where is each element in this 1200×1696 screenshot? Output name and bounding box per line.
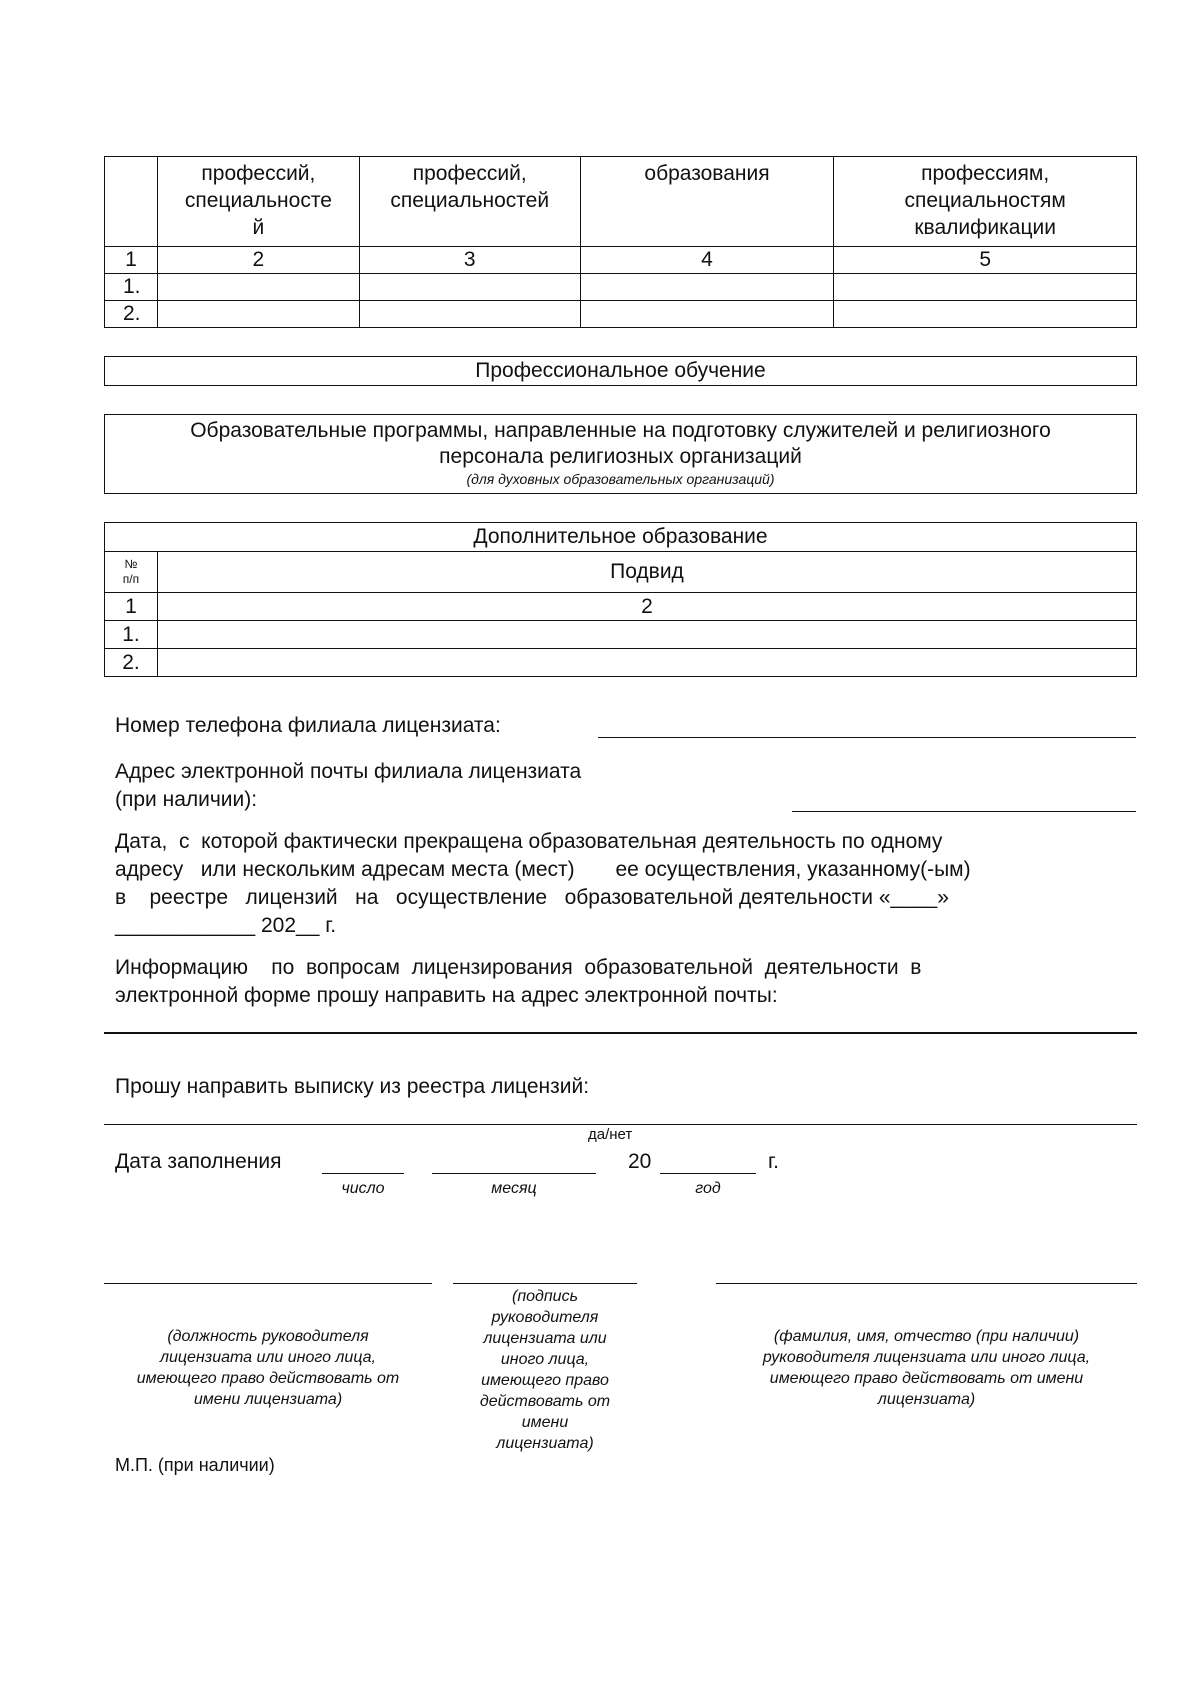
table-cell[interactable]	[157, 274, 359, 301]
column-number: 1	[105, 247, 158, 274]
table-header-row	[105, 552, 1137, 593]
email-input-line[interactable]	[792, 811, 1136, 812]
religious-programs-note: (для духовных образовательных организаций)	[466, 471, 775, 487]
table-cell[interactable]	[157, 649, 1136, 677]
table-cell[interactable]	[580, 274, 834, 301]
year-input-line[interactable]	[660, 1173, 756, 1174]
extract-label: Прошу направить выписку из реестра лицензий:	[115, 1075, 590, 1098]
header-cell: профессий, специальносте й	[157, 157, 359, 247]
header-cell: образования	[580, 157, 834, 247]
email-address-line[interactable]	[104, 1032, 1137, 1034]
religious-programs-line2: персонала религиозных организаций	[439, 445, 802, 468]
day-input-line[interactable]	[322, 1173, 404, 1174]
column-number-row	[105, 247, 1137, 274]
table-row	[105, 301, 1137, 328]
row-number: 1.	[105, 621, 158, 649]
column-number: 2	[157, 247, 359, 274]
year-suffix: г.	[768, 1150, 779, 1173]
position-caption: (должность руководителя лицензиата или иного лица, имеющего право действовать от имени лицензиата)	[136, 1328, 400, 1408]
table-cell[interactable]	[359, 301, 580, 328]
table-cell[interactable]	[157, 301, 359, 328]
phone-input-line[interactable]	[598, 737, 1136, 738]
fill-date-label: Дата заполнения	[115, 1150, 282, 1173]
date-para-line3: в реестре лицензий на осуществление образовательной деятельности «____»	[115, 886, 949, 909]
column-number-row	[105, 593, 1137, 621]
column-number: 2	[157, 593, 1136, 621]
table-title-row	[105, 523, 1137, 552]
column-number: 3	[359, 247, 580, 274]
year-prefix: 20	[628, 1150, 652, 1173]
table-header-row	[105, 157, 1137, 247]
header-cell: профессиям, специальностям квалификации	[834, 157, 1137, 247]
header-cell: профессий, специальностей	[359, 157, 580, 247]
religious-programs-line1: Образовательные программы, направленные на подготовку служителей и религиозного	[190, 419, 1051, 442]
row-number: 1.	[105, 274, 158, 301]
table-cell[interactable]	[834, 301, 1137, 328]
month-input-line[interactable]	[432, 1173, 596, 1174]
header-cell	[105, 157, 158, 247]
extract-answer-line[interactable]	[104, 1124, 1137, 1125]
stamp-label: М.П. (при наличии)	[115, 1455, 275, 1475]
name-line[interactable]	[716, 1283, 1137, 1284]
signature-line[interactable]	[453, 1283, 637, 1284]
position-line[interactable]	[104, 1283, 432, 1284]
column-number: 4	[580, 247, 834, 274]
date-para-line1: Дата, с которой фактически прекращена образовательная деятельность по одному	[115, 830, 943, 853]
email-label-line2: (при наличии):	[115, 788, 258, 811]
email-label-line1: Адрес электронной почты филиала лицензиата	[115, 760, 582, 783]
table-row	[105, 621, 1137, 649]
table-row	[105, 274, 1137, 301]
name-caption: (фамилия, имя, отчество (при наличии) руководителя лицензиата или иного лица, имеющего право действовать от имени лицензиата)	[762, 1328, 1091, 1408]
religious-programs-box	[104, 414, 1137, 494]
phone-label: Номер телефона филиала лицензиата:	[115, 714, 501, 737]
number-header: № п/п	[105, 552, 158, 593]
day-caption: число	[341, 1180, 385, 1197]
table-cell[interactable]	[157, 621, 1136, 649]
additional-education-table	[104, 522, 1137, 677]
year-caption: год	[695, 1180, 721, 1197]
professional-training-label: Профессиональное обучение	[475, 359, 766, 382]
subtype-header: Подвид	[157, 552, 1136, 593]
table-row	[105, 649, 1137, 677]
table-cell[interactable]	[834, 274, 1137, 301]
professional-training-box	[104, 356, 1137, 386]
additional-education-title: Дополнительное образование	[105, 523, 1137, 552]
signature-caption: (подпись руководителя лицензиата или иного лица, имеющего право действовать от имени лицензиата)	[479, 1288, 611, 1452]
info-para-line1: Информацию по вопросам лицензирования образовательной деятельности в	[115, 956, 922, 979]
info-para-line2: электронной форме прошу направить на адрес электронной почты:	[115, 984, 778, 1007]
programs-table	[104, 156, 1137, 328]
table-cell[interactable]	[580, 301, 834, 328]
date-para-line4: ____________ 202__ г.	[115, 914, 337, 937]
date-para-line2: адресу или нескольким адресам места (мест) ее осуществления, указанному(-ым)	[115, 858, 971, 881]
row-number: 2.	[105, 649, 158, 677]
row-number: 2.	[105, 301, 158, 328]
month-caption: месяц	[491, 1180, 537, 1197]
table-cell[interactable]	[359, 274, 580, 301]
column-number: 5	[834, 247, 1137, 274]
yes-no-hint: да/нет	[588, 1126, 633, 1143]
column-number: 1	[105, 593, 158, 621]
